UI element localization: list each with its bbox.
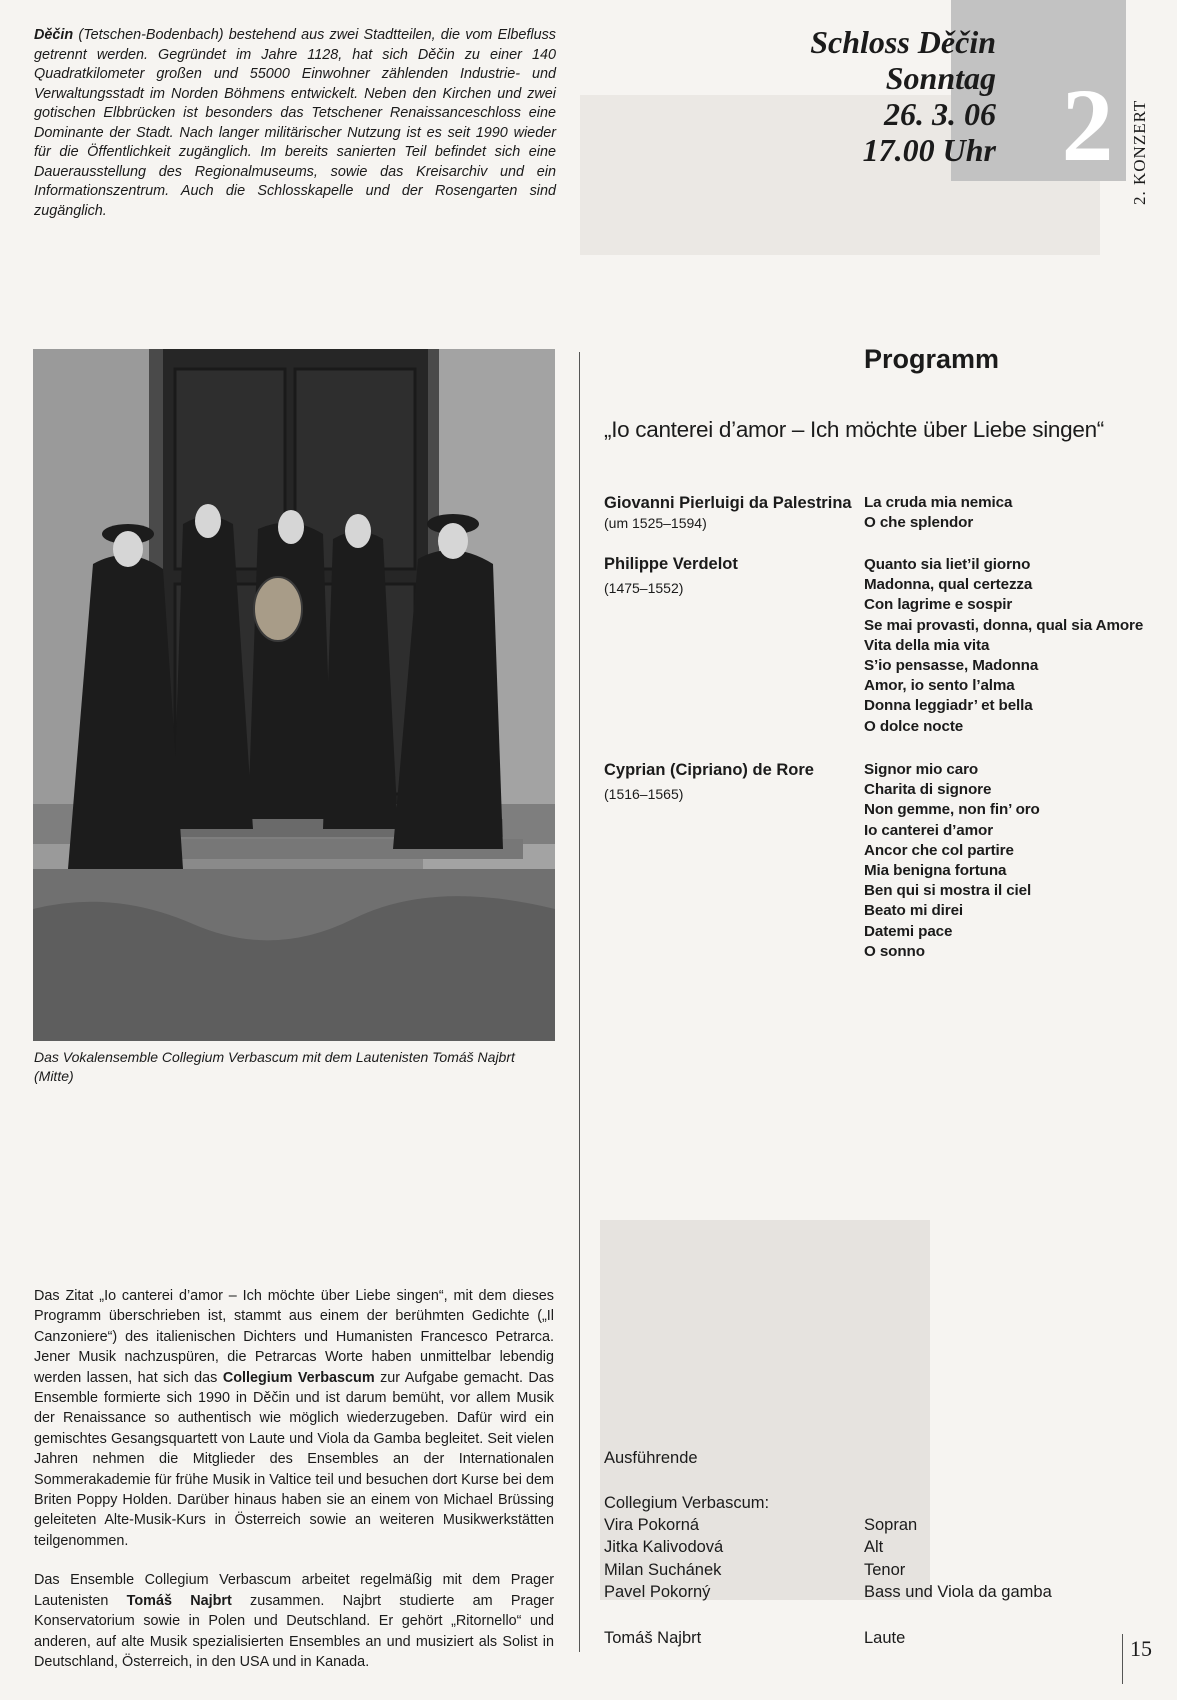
- composer-years: (1516–1565): [604, 786, 684, 802]
- works-verdelot: [864, 555, 1164, 737]
- body-p2-text-a: Das Ensemble Collegium Verbascum arbeitet regelmäßig mit dem Prager Lautenisten: [34, 1572, 554, 1609]
- intro-paragraph: [34, 26, 556, 221]
- performers-heading: Ausführende: [604, 1449, 698, 1467]
- concert-date: 26. 3. 06: [884, 96, 996, 132]
- body-p2-text-b: zusammen. Najbrt studierte am Prager Konservatorium sowie in Polen und Deutschland. Er gehört „Ritornello“ und anderen, auf alte Musik spezialisierten Ensembles an und musiziert als Solist in Deutschland, Österreich, in den USA und in Kanada.: [34, 1592, 555, 1670]
- composer-name: Giovanni Pierluigi da Palestrina: [604, 494, 852, 512]
- body-p1-ensemble-name: Collegium Verbascum: [222, 1369, 375, 1386]
- work-title: Beato mi direi: [864, 902, 964, 920]
- work-title: Amor, io sento l’alma: [864, 677, 1015, 695]
- works-palestrina: [864, 493, 1164, 533]
- concert-time: 17.00 Uhr: [862, 132, 996, 168]
- composer-years: (1475–1552): [604, 580, 684, 596]
- performer-name: Jitka Kalivodová: [604, 1538, 724, 1557]
- program-subtitle: „Io canterei d’amor – Ich möchte über Liebe singen“: [604, 417, 1104, 442]
- performer-name: Vira Pokorná: [604, 1516, 700, 1534]
- work-title: Donna leggiadr’ et bella: [864, 697, 1033, 715]
- page-number: 15: [1130, 1636, 1152, 1661]
- soloist-name: Tomáš Najbrt: [604, 1629, 702, 1647]
- concert-venue: Schloss Děčin: [810, 24, 996, 60]
- performer-role: Tenor: [864, 1560, 906, 1579]
- composer-name: Cyprian (Cipriano) de Rore: [604, 761, 814, 779]
- performer-role: Alt: [864, 1538, 884, 1557]
- work-title: Vita della mia vita: [864, 636, 990, 654]
- concert-number: 2: [1061, 68, 1114, 183]
- column-divider: [579, 352, 580, 1652]
- work-title: Con lagrime e sospir: [864, 596, 1013, 614]
- concert-day: Sonntag: [885, 60, 996, 96]
- page-number-rule: [1122, 1634, 1123, 1684]
- performer-names: [604, 1514, 844, 1604]
- performer-role: Sopran: [864, 1516, 918, 1534]
- work-title: Mia benigna fortuna: [864, 862, 1007, 880]
- works-de-rore: [864, 760, 1164, 962]
- composer-verdelot: [604, 554, 864, 598]
- work-title: Ancor che col partire: [864, 841, 1014, 859]
- body-paragraph-1: [34, 1286, 554, 1551]
- work-title: Datemi pace: [864, 922, 953, 940]
- work-title: O dolce nocte: [864, 717, 964, 735]
- work-title: Ben qui si mostra il ciel: [864, 882, 1032, 900]
- performer-name: Milan Suchánek: [604, 1560, 722, 1579]
- concert-side-label: 2. KONZERT: [1130, 99, 1149, 205]
- body-p2-lutenist-name: Tomáš Najbrt: [126, 1592, 232, 1609]
- performer-role: Bass und Viola da gamba: [864, 1583, 1052, 1602]
- work-title: Charita di signore: [864, 781, 992, 799]
- body-text: [34, 1286, 554, 1691]
- work-title: O che splendor: [864, 514, 974, 532]
- work-title: Non gemme, non fin’ oro: [864, 801, 1040, 819]
- body-p1-text-b: zur Aufgabe gemacht. Das Ensemble formierte sich 1990 in Děčin und ist darum bemüht, vor allem Musik der Renaissance so authentisch wie möglich wiederzugeben. Dafür wird ein gemischtes Gesangsquartett von Laute und Viola da Gamba begleitet. Seit vielen Jahren nehmen die Mitglieder des Ensembles an der Internationalen Sommerakademie für frühe Musik in Valtice teil und besuchen dort Kurse bei dem Briten Poppy Holden. Darüber hinaus haben sie an einem von Michael Brüssing geleiteten Alte-Musik-Kurs in Österreich sowie an weiteren Musikwerkstätten teilgenommen.: [34, 1369, 555, 1549]
- performer-roles: [864, 1514, 1124, 1604]
- concert-header: [760, 24, 996, 168]
- work-title: Quanto sia liet’il giorno: [864, 556, 1031, 573]
- work-title: Signor mio caro: [864, 761, 979, 778]
- work-title: O sonno: [864, 942, 925, 960]
- work-title: Madonna, qual certezza: [864, 576, 1033, 594]
- intro-text: (Tetschen-Bodenbach) bestehend aus zwei Stadtteilen, die vom Elbefluss getrennt werden. Gegründet im Jahre 1128, hat sich Děčin zu einer 140 Quadratkilometer großen und 55000 Einwohner zählenden Industrie- und Verwaltungsstadt im Norden Böhmens entwickelt. Neben den Kirchen und zwei gotischen Elbbrücken ist besonders das Tetschener Renaissanceschloss eine Dominante der Stadt. Nach langer militärischer Nutzung ist es seit 1990 wieder für die Öffentlichkeit zugänglich. Im bereits sanierten Teil befindet sich eine Dauerausstellung des Regionalmuseums, sowie das Kreisarchiv und ein Informationszentrum. Auch die Schlosskapelle und der Rosengarten sind zugänglich.: [34, 27, 556, 219]
- ensemble-photo-illustration: [33, 349, 555, 1041]
- program-heading: Programm: [864, 344, 1000, 374]
- composer-name: Philippe Verdelot: [604, 555, 738, 573]
- work-title: La cruda mia nemica: [864, 494, 1013, 511]
- ensemble-photo: [33, 349, 555, 1041]
- photo-caption: Das Vokalensemble Collegium Verbascum mit dem Lautenisten Tomáš Najbrt (Mitte): [34, 1049, 515, 1084]
- composer-de-rore: [604, 760, 864, 804]
- composer-palestrina: [604, 493, 864, 533]
- intro-town: Děčin: [34, 27, 74, 43]
- soloist-role: Laute: [864, 1629, 906, 1647]
- work-title: Se mai provasti, donna, qual sia Amore: [864, 616, 1144, 634]
- body-paragraph-2: [34, 1570, 554, 1672]
- performers-ensemble: Collegium Verbascum:: [604, 1494, 770, 1512]
- work-title: Io canterei d’amor: [864, 821, 994, 839]
- composer-years: (um 1525–1594): [604, 515, 707, 531]
- performer-name: Pavel Pokorný: [604, 1583, 711, 1602]
- work-title: S’io pensasse, Madonna: [864, 657, 1039, 675]
- body-p1-text-a: Das Zitat „Io canterei d’amor – Ich möchte über Liebe singen“, mit dem dieses Programm überschrieben ist, stammt aus einem der berühmten Gedichte („Il Canzoniere“) des italienischen Dichters und Humanisten Francesco Petrarca. Jener Musik nachzuspüren, die Petrarcas Worte haben unmittelbar lebendig werden lassen, hat sich das: [34, 1288, 554, 1386]
